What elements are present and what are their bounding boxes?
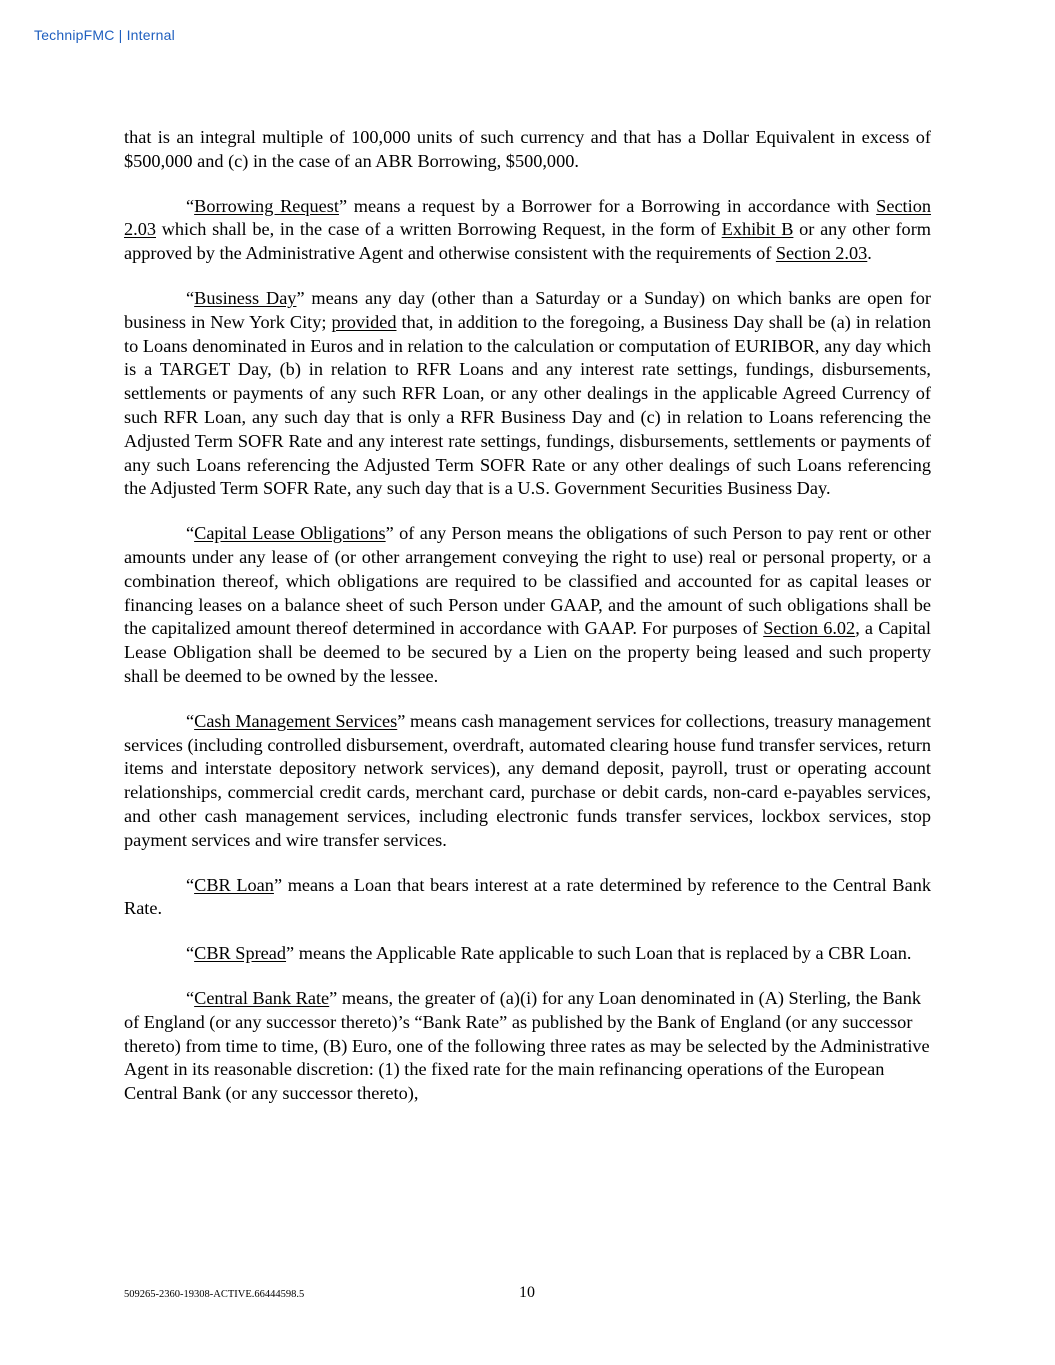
cross-reference-link[interactable]: Exhibit B	[721, 219, 794, 240]
definition-text: ” of any Person means the obligations of such Person to pay rent or other amounts under any lease of (or other arrangement conveying the right to use) real or personal property, or a combination thereof, which obligations are required to be classified and accounted for as capital leases or financing leases on a balance sheet of such Person under GAAP, and the amount of such obligations shall be the capitalized amount thereof determined in accordance with GAAP. For purposes of	[124, 523, 932, 639]
definition-cash-management-services	[124, 710, 931, 853]
document-body	[124, 126, 931, 1127]
open-quote: “	[186, 195, 195, 216]
definition-cbr-spread	[124, 942, 931, 966]
definition-capital-lease-obligations	[124, 522, 931, 689]
definition-text: ” means the Applicable Rate applicable to such Loan that is replaced by a CBR Loan.	[286, 943, 912, 964]
open-quote: “	[186, 287, 195, 308]
defined-term: CBR Loan	[194, 874, 274, 895]
open-quote: “	[186, 523, 195, 544]
definition-text: .	[867, 243, 872, 264]
defined-term: Cash Management Services	[194, 710, 398, 731]
proviso-term: provided	[331, 311, 397, 332]
defined-term: CBR Spread	[194, 943, 287, 964]
definition-text: that, in addition to the foregoing, a Business Day shall be (a) in relation to Loans denominated in Euros and in relation to the calculation or computation of EURIBOR, any day which is a TARGET Day, (b) in relation to RFR Loans and any interest rate settings, fundings, disbursements, settlements or payments of any such RFR Loan, or any other dealings in the applicable Agreed Currency of such RFR Loan, any such day that is only a RFR Business Day and (c) in relation to Loans referencing the Adjusted Term SOFR Rate and any interest rate settings, fundings, disbursements, settlements or payments of any such Loans referencing the Adjusted Term SOFR Rate or any other dealings of such Loans referencing the Adjusted Term SOFR Rate, any such day that is a U.S. Government Securities Business Day.	[124, 311, 931, 499]
open-quote: “	[186, 943, 195, 964]
defined-term: Business Day	[194, 287, 297, 308]
open-quote: “	[186, 710, 195, 731]
definition-text: ” means a Loan that bears interest at a rate determined by reference to the Central Bank Rate.	[124, 874, 931, 919]
definition-borrowing-request	[124, 195, 931, 266]
definition-business-day	[124, 287, 931, 501]
paragraph-text: that is an integral multiple of 100,000 units of such currency and that has a Dollar Equivalent in excess of $500,000 and (c) in the case of an ABR Borrowing, $500,000.	[124, 127, 931, 171]
defined-term: Central Bank Rate	[194, 987, 330, 1008]
page-number: 10	[519, 1284, 535, 1301]
definition-text: or any other form approved by the Administrative Agent and otherwise consistent with the requirements of	[124, 219, 931, 264]
cross-reference-link[interactable]: Section 6.02	[763, 618, 856, 639]
definition-central-bank-rate	[124, 987, 931, 1106]
definition-text: ” means cash management services for collections, treasury management services (including controlled disbursement, overdraft, automated clearing house fund transfer services, return items and interstate depository network services), any demand deposit, payroll, trust or operating account relationships, commercial credit cards, merchant card, purchase or debit cards, non-card e-payables services, and other cash management services, including electronic funds transfer services, lockbox services, stop payment services and wire transfer services.	[124, 710, 931, 850]
cross-reference-link[interactable]: Section 2.03	[775, 243, 868, 264]
definition-cbr-loan	[124, 874, 931, 922]
open-quote: “	[186, 874, 195, 895]
document-id: 509265-2360-19308-ACTIVE.66444598.5	[124, 1289, 305, 1300]
definition-text: ” means, the greater of (a)(i) for any Loan denominated in (A) Sterling, the Bank of England (or any successor thereto)’s “Bank Rate” as published by the Bank of England (or any successor thereto) from time to time, (B) Euro, one of the following three rates as may be selected by the Administrative Agent in its reasonable discretion: (1) the fixed rate for the main refinancing operations of the European Central Bank (or any successor thereto),	[124, 987, 930, 1104]
defined-term: Borrowing Request	[194, 195, 339, 216]
open-quote: “	[186, 987, 195, 1008]
classification-label: TechnipFMC | Internal	[34, 27, 175, 43]
definition-text: , a Capital Lease Obligation shall be deemed to be secured by a Lien on the property being leased and such property shall be deemed to be owned by the lessee.	[124, 618, 932, 686]
continuation-paragraph	[124, 126, 931, 174]
defined-term: Capital Lease Obligations	[194, 523, 386, 544]
cross-reference-link[interactable]: Section 2.03	[124, 195, 931, 240]
definition-text: ” means any day (other than a Saturday or a Sunday) on which banks are open for business in New York City;	[124, 287, 931, 332]
definition-text: which shall be, in the case of a written Borrowing Request, in the form of	[156, 219, 722, 240]
definition-text: ” means a request by a Borrower for a Borrowing in accordance with	[338, 195, 877, 216]
